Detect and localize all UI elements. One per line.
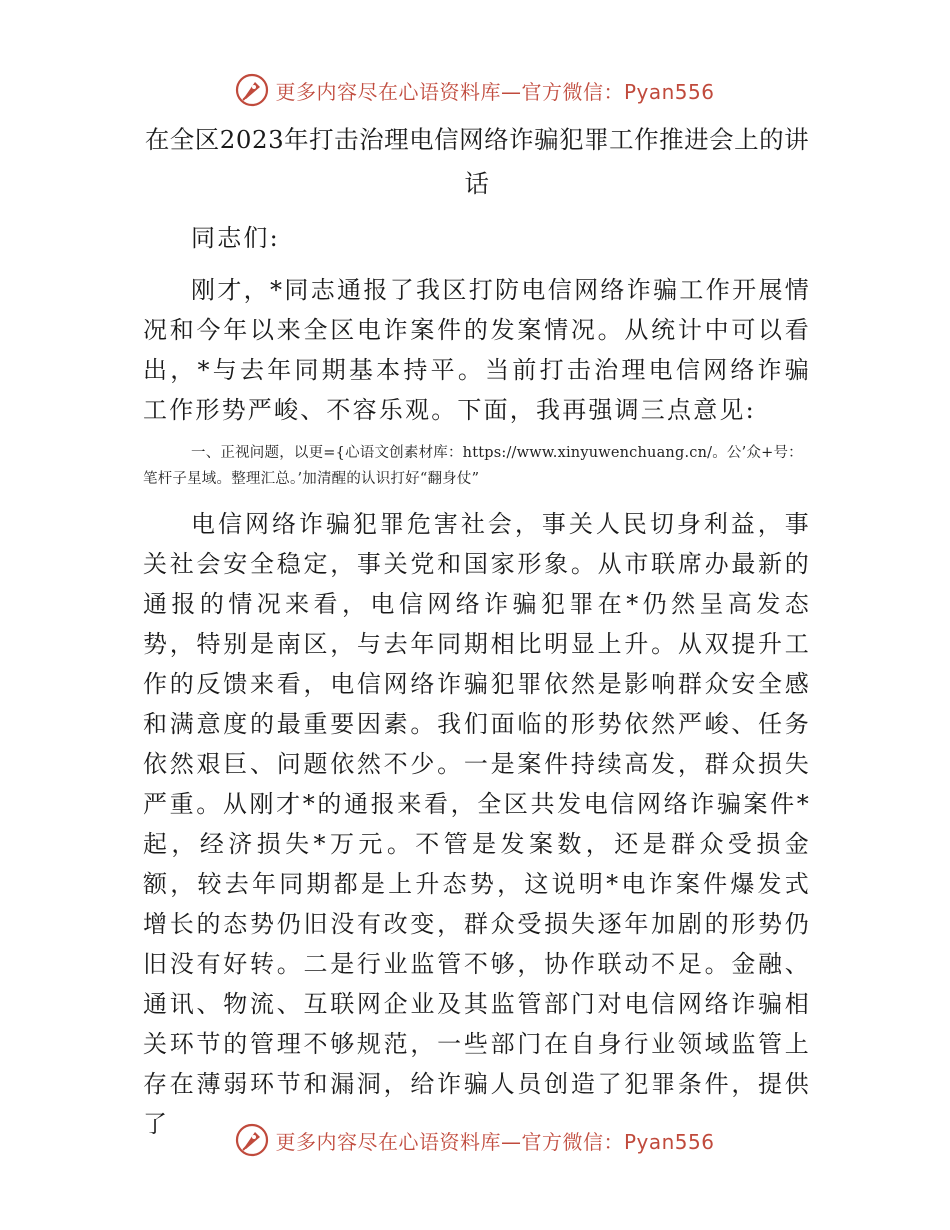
banner-text: 更多内容尽在心语资料库—官方微信：Pyan556 — [275, 79, 715, 104]
intro-paragraph: 刚才，*同志通报了我区打防电信网络诈骗工作开展情况和今年以来全区电诈案件的发案情况。从统计中可以看出，*与去年同期基本持平。当前打击治理电信网络诈骗工作形势严峻、不容乐观。下面，我再强调三点意见: — [143, 276, 811, 424]
pen-nib-logo-icon — [235, 1123, 269, 1157]
footer-banner — [0, 1120, 950, 1160]
banner-text: 更多内容尽在心语资料库—官方微信：Pyan556 — [275, 1129, 715, 1154]
salutation: 同志们: — [191, 224, 280, 252]
section-1-paragraph: 电信网络诈骗犯罪危害社会，事关人民切身利益，事关社会安全稳定，事关党和国家形象。从市联席办最新的通报的情况来看，电信网络诈骗犯罪在*仍然呈高发态势，特别是南区，与去年同期相比明显上升。从双提升工作的反馈来看，电信网络诈骗犯罪依然是影响群众安全感和满意度的最重要因素。我们面临的形势依然严峻、任务依然艰巨、问题依然不少。一是案件持续高发，群众损失严重。从刚才*的通报来看，全区共发电信网络诈骗案件*起，经济损失*万元。不管是发案数，还是群众受损金额，较去年同期都是上升态势，这说明*电诈案件爆发式增长的态势仍旧没有改变，群众受损失逐年加剧的形势仍旧没有好转。二是行业监管不够，协作联动不足。金融、通讯、物流、互联网企业及其监管部门对电信网络诈骗相关环节的管理不够规范，一些部门在自身行业领域监管上存在薄弱环节和漏洞，给诈骗人员创造了犯罪条件，提供了 — [143, 510, 811, 1138]
pen-nib-logo-icon — [235, 73, 269, 107]
document-body — [143, 118, 811, 1144]
document-title: 在全区2023年打击治理电信网络诈骗犯罪工作推进会上的讲话 — [144, 125, 810, 198]
section-heading-1: 一、正视问题，以更={心语文创素材库：https://www.xinyuwenchuang.cn/。公’众+号：笔杆子星域。整理汇总。’加清醒的认识打好“翻身仗” — [143, 445, 803, 487]
header-banner — [0, 70, 950, 110]
